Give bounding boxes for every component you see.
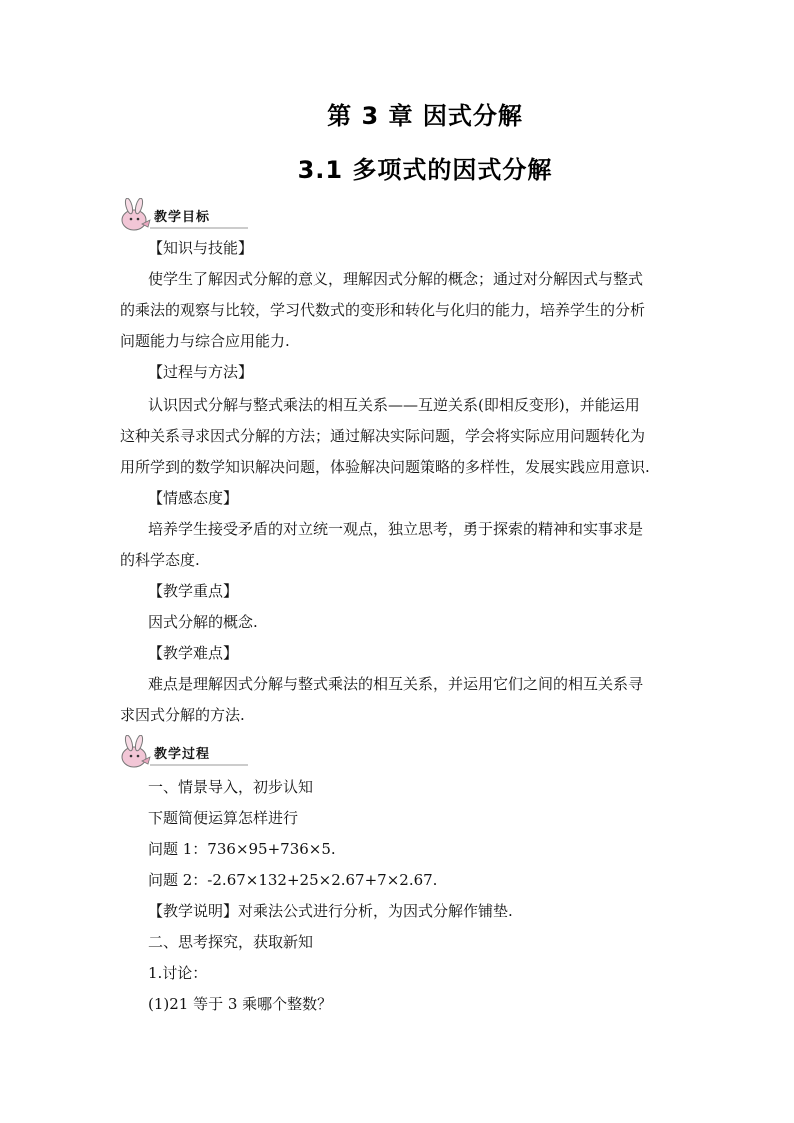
method-line-3: 用所学到的数学知识解决问题，体验解决问题策略的多样性，发展实践应用意识.	[120, 458, 650, 476]
knowledge-line-1: 使学生了解因式分解的意义，理解因式分解的概念；通过对分解因式与整式	[148, 270, 644, 288]
method-heading: 【过程与方法】	[148, 363, 254, 381]
chapter-title: 第 3 章 因式分解	[327, 102, 523, 130]
difficult-line-2: 求因式分解的方法.	[120, 706, 245, 724]
objectives-badge	[120, 198, 270, 234]
method-line-1: 认识因式分解与整式乘法的相互关系——互逆关系(即相反变形)，并能运用	[148, 396, 640, 414]
section-title: 3.1 多项式的因式分解	[297, 156, 553, 184]
process-badge-label: 教学过程	[154, 747, 211, 762]
intro-text: 下题简便运算怎样进行	[148, 809, 299, 827]
knowledge-line-2: 的乘法的观察与比较，学习代数式的变形和转化与化归的能力，培养学生的分析	[120, 301, 646, 319]
objectives-badge-label: 教学目标	[154, 210, 211, 225]
knowledge-line-3: 问题能力与综合应用能力.	[120, 332, 290, 350]
attitude-heading: 【情感态度】	[148, 489, 239, 507]
attitude-line-1: 培养学生接受矛盾的对立统一观点，独立思考，勇于探索的精神和实事求是	[148, 520, 644, 538]
question-2: 问题 2：-2.67×132+25×2.67+7×2.67.	[148, 871, 438, 889]
discussion-label: 1.讨论：	[148, 964, 208, 982]
difficult-point-heading: 【教学难点】	[148, 644, 239, 662]
part2-heading: 二、思考探究，获取新知	[148, 933, 314, 951]
method-line-2: 这种关系寻求因式分解的方法；通过解决实际问题，学会将实际应用问题转化为	[120, 427, 646, 445]
key-point-heading: 【教学重点】	[148, 582, 239, 600]
difficult-line-1: 难点是理解因式分解与整式乘法的相互关系，并运用它们之间的相互关系寻	[148, 675, 644, 693]
teaching-note: 【教学说明】对乘法公式进行分析，为因式分解作铺垫.	[148, 902, 513, 920]
process-badge	[120, 735, 270, 771]
question-1: 问题 1：736×95+736×5.	[148, 840, 336, 858]
knowledge-heading: 【知识与技能】	[148, 239, 254, 257]
part1-heading: 一、情景导入，初步认知	[148, 778, 314, 796]
discussion-question-1: (1)21 等于 3 乘哪个整数？	[148, 995, 333, 1013]
attitude-line-2: 的科学态度.	[120, 551, 200, 569]
key-point-text: 因式分解的概念.	[148, 613, 258, 631]
